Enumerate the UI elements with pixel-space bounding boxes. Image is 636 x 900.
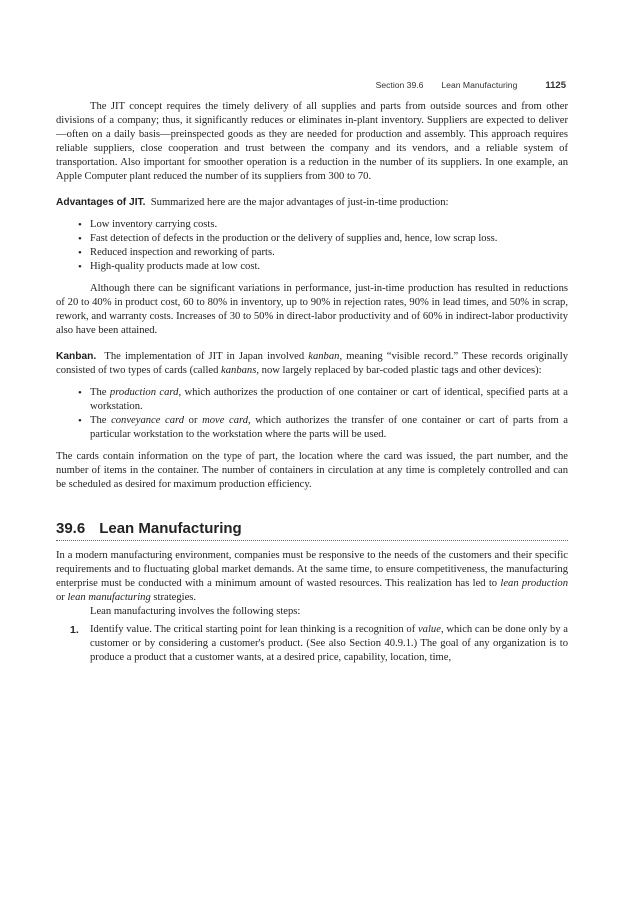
- move-card-term: move card: [202, 415, 249, 426]
- kanban-heading: Kanban.: [56, 351, 97, 362]
- paragraph-kanban: [56, 350, 568, 378]
- advantages-text: Summarized here are the major advantages of just-in-time production:: [150, 197, 449, 208]
- kanban-term: kanban: [308, 351, 340, 362]
- page-body: [56, 100, 568, 665]
- paragraph-jit-concept: The JIT concept requires the timely delivery of all supplies and parts from outside sources and from other divisions of a company; thus, it significantly reduces or eliminates in-plant inventory. Suppliers are expected to deliver—often on a daily basis—preinspected goods as they are needed for production and assembly. This approach requires reliable suppliers, close cooperation and trust between the company and its vendors, and a reliable system of transportation. Also important for smoother operation is a reduction in the number of its suppliers. In one example, an Apple Computer plant reduced the number of its suppliers from 300 to 70.: [56, 101, 568, 182]
- header-title: Lean Manufacturing: [441, 80, 518, 90]
- kanban-card-list: [56, 386, 568, 442]
- list-item: [56, 414, 568, 442]
- lean-steps-list: [56, 623, 568, 665]
- list-item: [56, 386, 568, 414]
- advantages-list: [56, 218, 568, 274]
- step-text: , which can be done only by a customer or by considering a customer's product. (See also Section 40.9.1.) The goal of any organization is to produce a product that a customer wants, at a desired price, capability, location, time,: [90, 624, 568, 663]
- section-title: Lean Manufacturing: [99, 520, 242, 537]
- list-item: • Fast detection of defects in the production or the delivery of supplies and, hence, low scrap loss.: [56, 232, 568, 246]
- lean-production-term: lean production: [500, 578, 568, 589]
- value-term: value: [417, 624, 441, 635]
- lean-intro-text: or: [56, 592, 68, 603]
- bullet-text: , which authorizes the production of one container or cart of identical, specified parts at a workstation.: [90, 387, 568, 412]
- advantages-heading: Advantages of JIT.: [56, 197, 146, 208]
- lean-intro-text: In a modern manufacturing environment, companies must be responsive to the needs of the customers and their specific requirements and to fluctuating global market demands. At the same time, to ensure competitiveness, the manufacturing enterprise must be conducted with a minimum amount of wasted resources. This realization has led to: [56, 550, 568, 589]
- production-card-term: production card: [109, 387, 179, 398]
- page-number: 1125: [545, 80, 566, 91]
- kanbans-term: kanbans: [221, 365, 257, 376]
- kanban-text: , meaning “visible record.” These records originally consisted of two types of cards (called: [56, 351, 569, 376]
- conveyance-card-term: conveyance card: [111, 415, 185, 426]
- paragraph-advantages: [56, 196, 568, 210]
- lean-intro-text: strategies.: [150, 592, 197, 603]
- step-text: Identify value. The critical starting point for lean thinking is a recognition of: [90, 624, 418, 635]
- list-item: [56, 623, 568, 665]
- step-number: 1.: [70, 624, 79, 636]
- header-section: Section 39.6: [375, 80, 424, 90]
- bullet-text: The: [90, 387, 110, 398]
- list-item: • Low inventory carrying costs.: [56, 218, 568, 232]
- list-item: • High-quality products made at low cost.: [56, 260, 568, 274]
- bullet-text: or: [184, 415, 203, 426]
- section-number: 39.6: [56, 520, 86, 537]
- paragraph-cards: The cards contain information on the type of part, the location where the card was issued, the part number, and the number of items in the container. The number of containers in circulation at any time is completely controlled and can be scheduled as desired for maximum production efficiency.: [56, 451, 568, 490]
- running-header: [56, 80, 566, 94]
- section-heading: [56, 522, 568, 541]
- list-item: • Reduced inspection and reworking of parts.: [56, 246, 568, 260]
- kanban-text: , now largely replaced by bar-coded plastic tags and other devices):: [256, 365, 542, 376]
- paragraph-lean-intro: [56, 549, 568, 605]
- paragraph-steps-intro: Lean manufacturing involves the following steps:: [90, 606, 301, 617]
- bullet-text: The: [90, 415, 112, 426]
- paragraph-performance: Although there can be significant variations in performance, just-in-time production has resulted in reductions of 20 to 40% in product cost, 60 to 80% in inventory, up to 90% in rejection rates, 90% in lead times, and 50% in scrap, rework, and warranty costs. Increases of 30 to 50% in direct-labor productivity and of 60% in indirect-labor productivity also have been attained.: [56, 283, 568, 336]
- lean-manufacturing-term: lean manufacturing: [67, 592, 151, 603]
- bullet-text: , which authorizes the transfer of one container or cart of parts from a particular workstation to the workstation where the parts will be used.: [90, 415, 568, 440]
- kanban-text: The implementation of JIT in Japan involved: [104, 351, 309, 362]
